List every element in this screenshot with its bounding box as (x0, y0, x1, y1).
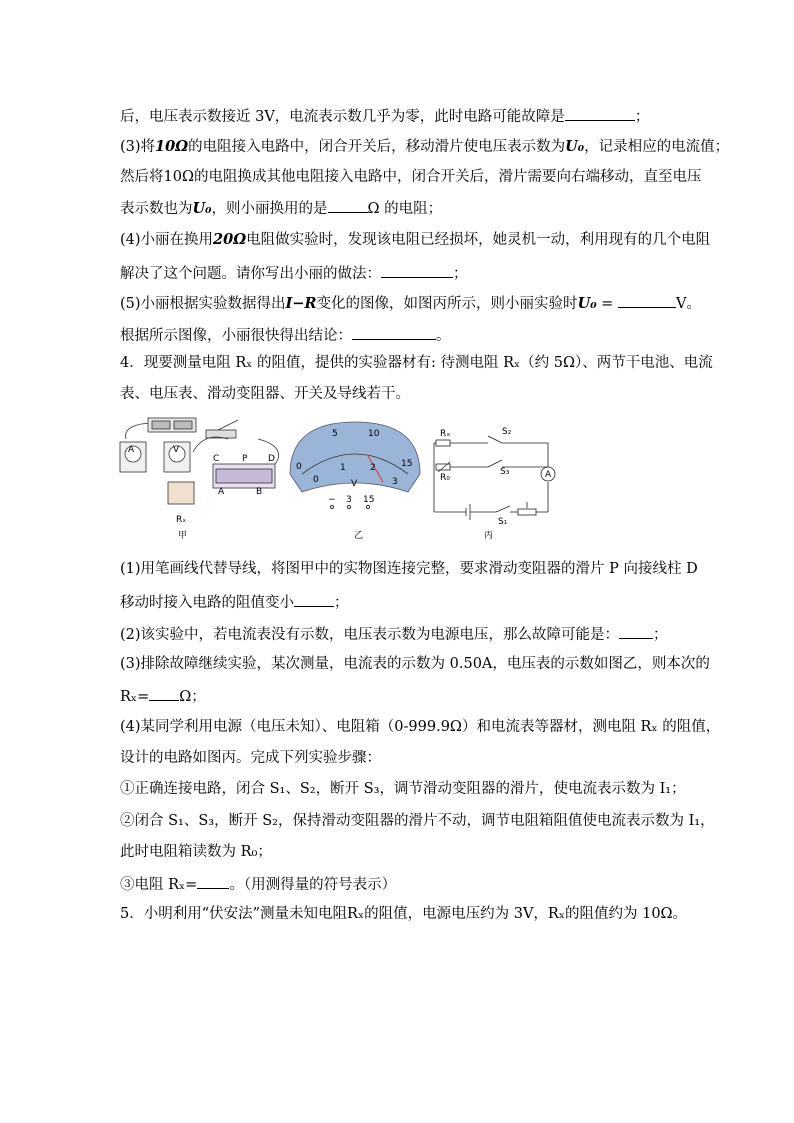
term-p: P (242, 454, 248, 464)
scale-bot-3: 3 (392, 477, 398, 487)
step-text: 此时电阻箱读数为 R₀； (120, 844, 272, 860)
scale-bot-1: 1 (340, 463, 346, 473)
q4-text: 解决了这个问题。请你写出小丽的做法： (120, 266, 381, 282)
answer-blank[interactable] (565, 106, 635, 121)
q2-text: 后，电压表示数接近 3V，电流表示数几乎为零，此时电路可能故障是 (120, 109, 565, 125)
q3-text: Ω 的电阻； (367, 201, 443, 217)
p4-intro1 (120, 354, 713, 372)
step-text: ③电阻 Rₓ= (120, 877, 198, 893)
scale-top-0: 0 (296, 462, 302, 472)
p4-q1-end: ； (334, 595, 349, 611)
answer-blank[interactable] (328, 198, 368, 213)
term-a: A (218, 487, 225, 497)
scale-top-15: 15 (401, 459, 413, 469)
q4-line2 (120, 263, 468, 283)
q5-symbol: U₀ (577, 295, 597, 312)
q3-line2 (120, 168, 701, 186)
bing-s2: S₂ (502, 427, 512, 437)
p4-q1-text: (1)用笔画线代替导线，将图甲中的实物图连接完整，要求滑动变阻器的滑片 P 向接线柱 D (120, 561, 698, 577)
q5-symbol: − (292, 295, 305, 312)
answer-blank[interactable] (294, 592, 334, 607)
p4-q1-text: 移动时接入电路的阻值变小 (120, 595, 294, 611)
p4-text: 4．现要测量电阻 Rₓ 的阻值，提供的实验器材有: 待测电阻 Rₓ（约 5Ω）、两节干电池、电流 (120, 355, 713, 371)
q4-resistance: 20Ω (213, 231, 247, 248)
step-text: 。（用测得量的符号表示） (229, 877, 397, 893)
p4-q1-line2 (120, 592, 349, 612)
p4-step2-line1 (120, 812, 715, 830)
p4-step1 (120, 780, 686, 798)
q2-end: ； (634, 109, 650, 125)
scale-bot-0: 0 (313, 475, 319, 485)
answer-blank[interactable] (618, 293, 676, 308)
figure-jia (120, 418, 279, 504)
q3-symbol: U₀ (192, 200, 212, 217)
q3-text: ，记录相应的电流值； (584, 139, 730, 155)
p4-q1-line1 (120, 560, 698, 578)
p4-q4-line1 (120, 718, 720, 736)
bing-s1: S₁ (498, 517, 508, 527)
q5-end: 。 (436, 328, 451, 344)
p4-q2-end: ； (653, 627, 668, 643)
q3-text: (3)将 (120, 139, 156, 155)
q4-line1 (120, 231, 710, 249)
step-text: ②闭合 S₁、S₃，断开 S₂，保持滑动变阻器的滑片不动，调节电阻箱阻值使电流表示数为 I₁， (120, 813, 715, 829)
p4-q4-text: 设计的电路如图丙。完成下列实验步骤： (120, 750, 381, 766)
term-b: B (256, 487, 263, 497)
p4-q3-line2 (120, 686, 206, 706)
term-3: 3 (346, 495, 352, 505)
p5-line1 (120, 905, 687, 923)
scale-top-5: 5 (332, 429, 338, 439)
p4-q4-text: (4)某同学利用电源（电压未知）、电阻箱（0-999.9Ω）和电流表等器材，测电阻 Rₓ 的阻值， (120, 719, 721, 735)
step-text: ①正确连接电路，闭合 S₁、S₂，断开 S₃，调节滑动变阻器的滑片，使电流表示数为 I₁； (120, 781, 686, 797)
q5-line2 (120, 325, 451, 345)
experiment-figures (118, 414, 568, 544)
bing-s3: S₃ (500, 467, 510, 477)
q3-text: 然后将10Ω的电阻换成其他电阻接入电路中，闭合开关后，滑片需要向右端移动，直至电压 (120, 169, 702, 185)
p4-q3-end: Ω； (179, 689, 206, 705)
bing-r0: R₀ (440, 473, 450, 483)
p4-q2-text: (2)该实验中，若电流表没有示数，电压表示数为电源电压，那么故障可能是： (120, 627, 620, 643)
caption-yi: 乙 (354, 531, 364, 541)
q3-text: 表示数也为 (120, 201, 193, 217)
q5-symbol: R (304, 295, 317, 312)
q3-line3 (120, 198, 442, 218)
q2-line (120, 106, 649, 126)
scale-top-10: 10 (368, 429, 380, 439)
caption-jia: 甲 (178, 531, 188, 541)
p4-q3-text: (3)排除故障继续实验，某次测量，电流表的示数为 0.50A，电压表的示数如图乙，则本次的 (120, 656, 710, 672)
q3-symbol: U₀ (565, 138, 585, 155)
q5-text: 变化的图像，如图丙所示，则小丽实验时 (316, 296, 578, 312)
q5-text: 根据所示图像，小丽很快得出结论： (120, 328, 352, 344)
answer-blank[interactable] (619, 624, 653, 639)
p4-q2-line (120, 624, 668, 644)
figure-bing (434, 436, 555, 520)
q5-text: (5)小丽根据实验数据得出 (120, 296, 286, 312)
q3-line1 (120, 138, 729, 156)
q3-text: 的电阻接入电路中，闭合开关后，移动滑片使电压表示数为 (188, 139, 566, 155)
q3-text: ，则小丽换用的是 (211, 201, 328, 217)
term-d: D (268, 454, 275, 464)
p4-step2-line2 (120, 843, 272, 861)
p4-intro2 (120, 385, 410, 403)
rx-label: Rₓ (176, 515, 187, 525)
p4-text: 表、电压表、滑动变阻器、开关及导线若干。 (120, 386, 410, 402)
q4-text: (4)小丽在换用 (120, 232, 214, 248)
voltmeter-label: V (173, 445, 180, 455)
term-15: 15 (363, 495, 375, 505)
p4-step3 (120, 874, 396, 894)
p5-text: 5．小明利用“伏安法”测量未知电阻Rₓ的阻值，电源电压约为 3V，Rₓ的阻值约为 10Ω。 (120, 906, 688, 922)
p4-q3-line1 (120, 655, 710, 673)
q5-text: = (596, 296, 618, 312)
answer-blank[interactable] (197, 874, 229, 889)
bing-ammeter: A (545, 470, 552, 480)
p4-q3-text: Rₓ= (120, 689, 150, 705)
answer-blank[interactable] (149, 686, 179, 701)
term-minus: − (328, 495, 336, 505)
bing-rx: Rₓ (440, 429, 451, 439)
q4-text: 电阻做实验时，发现该电阻已经损坏，她灵机一动，利用现有的几个电阻 (246, 232, 711, 248)
scale-bot-2: 2 (370, 463, 376, 473)
q4-end: ； (453, 266, 468, 282)
dial-v: V (351, 479, 358, 489)
answer-blank[interactable] (381, 263, 453, 278)
q5-text: V。 (675, 296, 701, 312)
q3-resistance: 10Ω (155, 138, 189, 155)
ammeter-label: A (128, 445, 135, 455)
q5-symbol: I (285, 295, 293, 312)
caption-bing: 丙 (484, 531, 494, 541)
term-c: C (213, 454, 220, 464)
answer-blank[interactable] (352, 325, 436, 340)
p4-q4-line2 (120, 749, 381, 767)
q5-line1 (120, 293, 701, 313)
